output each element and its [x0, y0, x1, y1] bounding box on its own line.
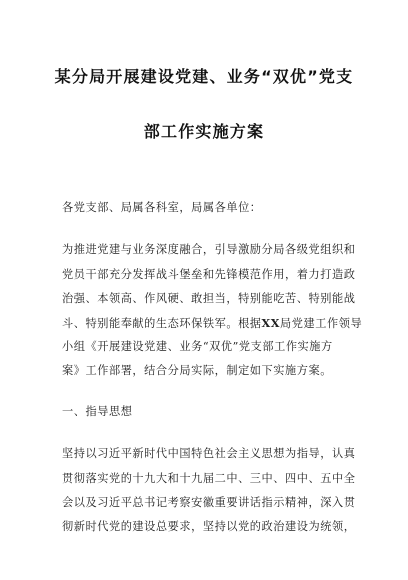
intro-line-4-part-b: 局党建工作领导 — [280, 317, 363, 330]
intro-line-2: 党员干部充分发挥战斗堡垒和先锋模范作用，着力打造政 — [62, 268, 356, 281]
intro-line-4 — [62, 316, 363, 331]
section-1-heading: 一、指导思想 — [62, 405, 133, 418]
intro-line-5: 小组《开展建设党建、业务“双优”党支部工作实施方 — [62, 340, 333, 353]
intro-line-3: 治强、本领高、作风硬、敢担当，特别能吃苦、特别能战 — [62, 292, 356, 305]
section-1-line-4: 彻新时代党的建设总要求，坚持以党的政治建设为统领， — [62, 520, 356, 533]
section-1-line-3: 会以及习近平总书记考察安徽重要讲话指示精神，深入贯 — [62, 496, 356, 509]
section-1-line-2: 贯彻落实党的十九大和十九届二中、三中、四中、五中全 — [62, 472, 356, 485]
intro-line-1: 为推进党建与业务深度融合，引导激励分局各级党组织和 — [62, 243, 356, 256]
intro-line-4-part-a: 斗、特别能奉献的生态环保铁军。根据 — [62, 317, 262, 330]
salutation: 各党支部、局属各科室，局属各单位： — [62, 201, 262, 214]
intro-line-4-xx: XX — [261, 316, 281, 330]
section-1-line-1: 坚持以习近平新时代中国特色社会主义思想为指导，认真 — [62, 447, 356, 460]
intro-line-6: 案》工作部署，结合分局实际，制定如下实施方案。 — [62, 364, 332, 377]
document-title-line-1: 某分局开展建设党建、业务“双优”党支 — [54, 67, 354, 86]
document-title-line-2: 部工作实施方案 — [143, 122, 265, 141]
